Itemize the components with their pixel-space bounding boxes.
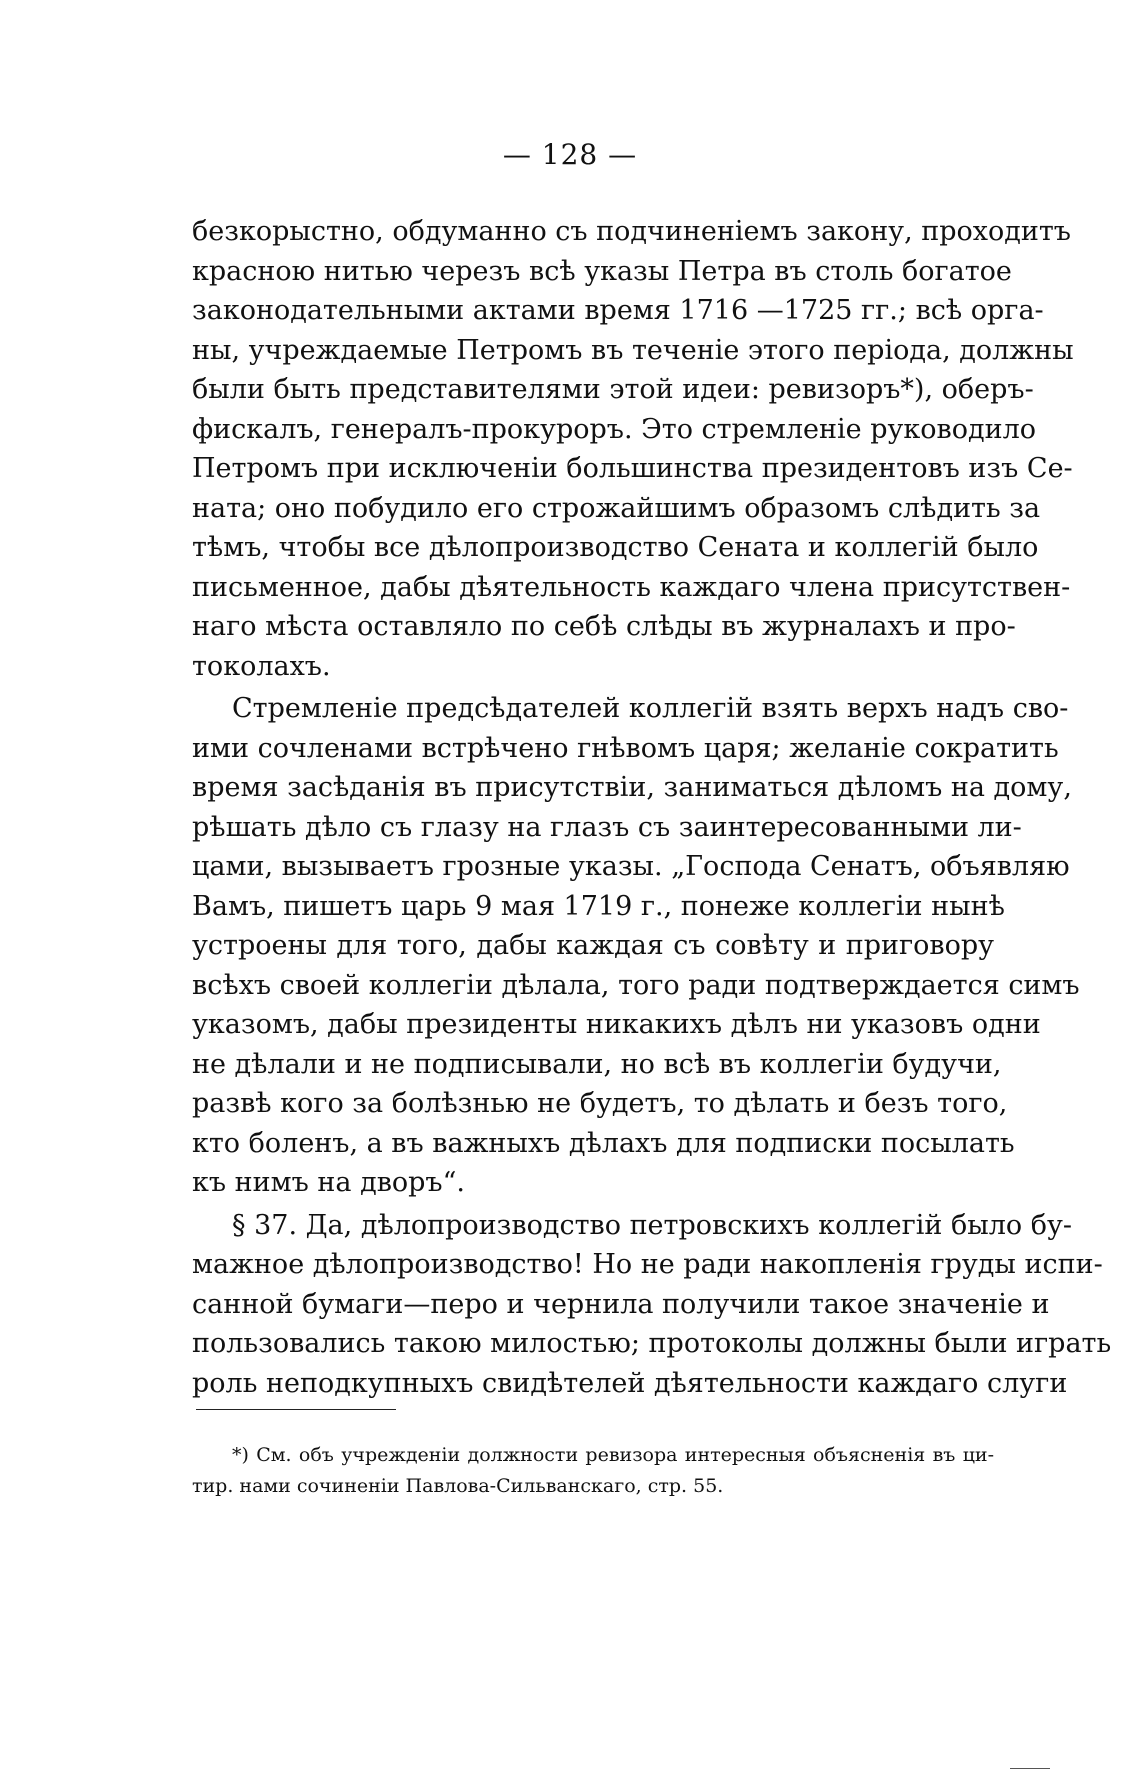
body-text — [192, 212, 1112, 1403]
text-line: цами, вызываетъ грозные указы. „Господа Сенатъ, объявляю — [192, 851, 1070, 882]
text-line: безкорыстно, обдуманно съ подчиненіемъ закону, проходитъ — [192, 216, 1071, 247]
text-line: всѣхъ своей коллегіи дѣлала, того ради подтверждается симъ — [192, 969, 1080, 1001]
footnote — [192, 1440, 994, 1502]
text-line: законодательными актами время 1716 —1725 гг.; всѣ орга- — [192, 295, 1044, 326]
text-line: Стремленіе предсѣдателей коллегій взять верхъ надъ сво- — [232, 693, 1069, 724]
text-line: время засѣданія въ присутствіи, заниматься дѣломъ на дому, — [192, 772, 1072, 803]
text-line: красною нитью черезъ всѣ указы Петра въ столь богатое — [192, 255, 1012, 287]
text-line: ната; оно побудило его строжайшимъ образомъ слѣдить за — [192, 492, 1041, 524]
text-line: токолахъ. — [192, 650, 331, 682]
text-line: наго мѣста оставляло по себѣ слѣды въ журналахъ и про- — [192, 611, 1016, 642]
text-line: были быть представителями этой идеи: ревизоръ*), оберъ- — [192, 374, 1034, 405]
page-number: — 128 — — [502, 138, 638, 171]
text-line: кто боленъ, а въ важныхъ дѣлахъ для подписки посылать — [192, 1127, 1015, 1159]
text-line: къ нимъ на дворъ“. — [192, 1167, 465, 1198]
text-line: фискалъ, генералъ-прокуроръ. Это стремленіе руководило — [192, 413, 1036, 445]
text-line: § 37. Да, дѣлопроизводство петровскихъ коллегій было бу- — [232, 1209, 1072, 1241]
text-line: ны, учреждаемые Петромъ въ теченіе этого періода, должны — [192, 334, 1074, 366]
text-line: пользовались такою милостью; протоколы должны были играть — [192, 1328, 1112, 1359]
text-line: мажное дѣлопроизводство! Но не ради накопленія груды испи- — [192, 1249, 1103, 1280]
footnote-line: *) См. объ учрежденіи должности ревизора интересныя объясненія въ ци- — [232, 1444, 994, 1466]
footnote-divider — [196, 1409, 396, 1410]
text-line: Вамъ, пишетъ царь 9 мая 1719 г., понеже коллегіи нынѣ — [192, 890, 1005, 922]
text-line: не дѣлали и не подписывали, но всѣ въ коллегіи будучи, — [192, 1048, 1002, 1080]
text-line: письменное, дабы дѣятельность каждаго члена присутствен- — [192, 571, 1071, 603]
text-line: указомъ, дабы президенты никакихъ дѣлъ ни указовъ одни — [192, 1009, 1041, 1040]
text-line: устроены для того, дабы каждая съ совѣту и приговору — [192, 930, 994, 961]
footnote-line: тир. нами сочиненіи Павлова-Сильванскаго, стр. 55. — [192, 1475, 724, 1497]
text-line: ими сочленами встрѣчено гнѣвомъ царя; желаніе сократить — [192, 732, 1059, 764]
text-line: рѣшать дѣло съ глазу на глазъ съ заинтересованными ли- — [192, 811, 1022, 843]
text-line: роль неподкупныхъ свидѣтелей дѣятельности каждаго слуги — [192, 1367, 1068, 1399]
text-line: развѣ кого за болѣзнью не будетъ, то дѣлать и безъ того, — [192, 1088, 1008, 1119]
text-line: Петромъ при исключеніи большинства президентовъ изъ Се- — [192, 453, 1073, 484]
text-line: тѣмъ, чтобы все дѣлопроизводство Сената и коллегій было — [192, 532, 1039, 563]
scan-mark — [1010, 1768, 1050, 1769]
text-line: санной бумаги—перо и чернила получили такое значеніе и — [192, 1288, 1050, 1320]
